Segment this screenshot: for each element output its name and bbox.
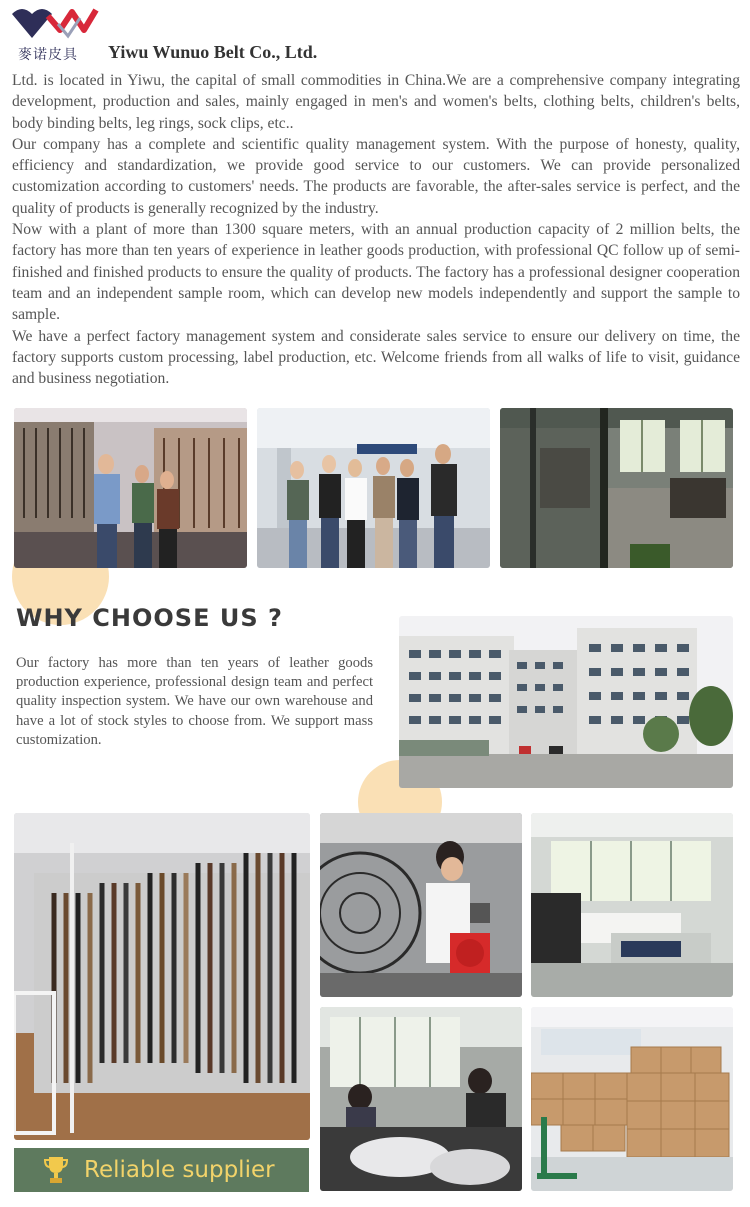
trophy-icon: [44, 1155, 68, 1185]
why-choose-us-heading: WHY CHOOSE US ?: [16, 604, 283, 632]
intro-paragraph: Ltd. is located in Yiwu, the capital of small commodities in China.We are a comprehensive company integrating development, production and sales, mainly engaged in men's and women's belts, clothing belts, children's belts, body binding belts, leg rings, sock clips, etc..: [12, 72, 740, 132]
logo-chinese-name: 麥诺皮具: [18, 47, 78, 63]
photo-office-interior: [500, 408, 733, 568]
photo-worker-machine: [320, 813, 522, 997]
company-name: Yiwu Wunuo Belt Co., Ltd.: [108, 42, 318, 62]
photo-stock-boxes: [531, 1007, 733, 1191]
photo-factory-building: [399, 616, 733, 788]
photo-airport-group: [257, 408, 490, 568]
why-choose-us-text: Our factory has more than ten years of leather goods production experience, professional design team and perfect quality inspection system. We have our own warehouse and have a lot of stock styles to choose from. We support mass customization.: [16, 655, 373, 748]
header: [0, 0, 750, 70]
intro-paragraph: Now with a plant of more than 1300 square meters, with an annual production capacity of 2 million belts, the factory has more than ten years of experience in leather goods production, with professional QC follow up of semi-finished and finished products to ensure the quality of products. The factory has a professional designer cooperation team and an independent sample room, which can develop new models independently and support the sample to sample.: [12, 221, 740, 324]
reliable-supplier-label: Reliable supplier: [84, 1157, 275, 1183]
company-introduction: [12, 70, 740, 389]
intro-paragraph: Our company has a complete and scientific quality management system. With the purpose of honesty, quality, efficiency and standardization, we provide good service to our customers. We can provide personalized customization according to customers' needs. The products are favorable, the after-sales service is perfect, and the quality of products is generally recognized by the industry.: [12, 135, 740, 217]
reliable-supplier-badge: [14, 1148, 309, 1192]
intro-paragraph: We have a perfect factory management system and considerate sales service to ensure our delivery on time, the factory supports custom processing, label production, etc. Welcome friends from all walks of life to visit, guidance and business negotiation.: [12, 327, 740, 388]
photo-sewing-room: [531, 813, 733, 997]
photo-showroom-visitors: [14, 408, 247, 568]
photo-packing-workers: [320, 1007, 522, 1191]
photo-belt-warehouse: [14, 813, 310, 1140]
